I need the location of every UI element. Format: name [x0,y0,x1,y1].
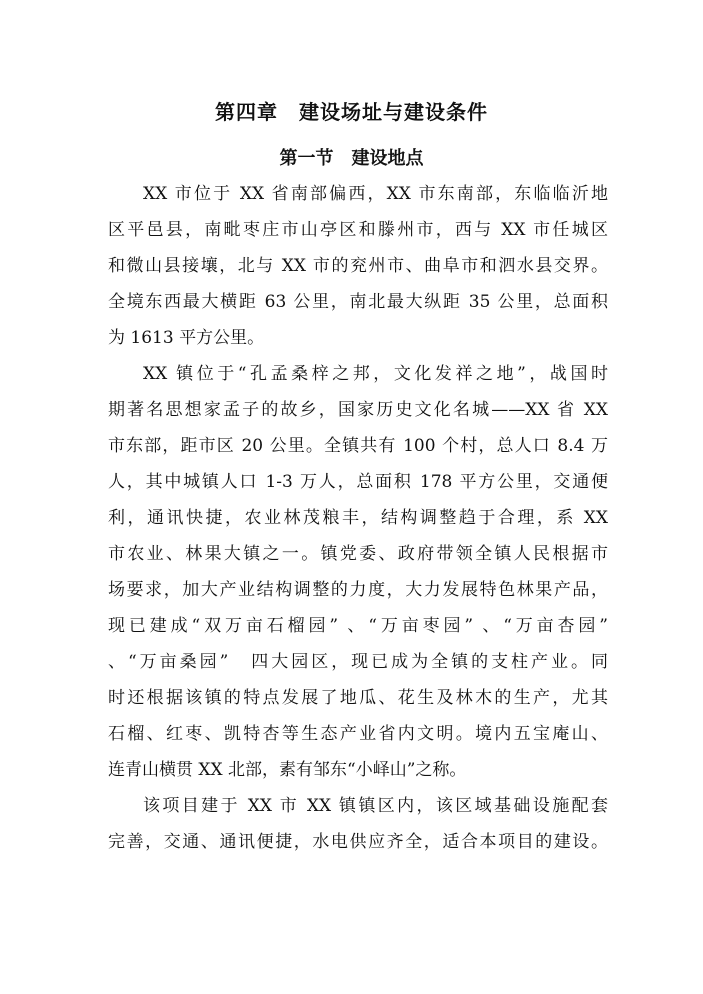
paragraph-2-line: 现已建成“双万亩石榴园” 、“万亩枣园” 、“万亩杏园” [108,616,608,636]
paragraph-2-line: 、“万亩桑园” 四大园区，现已成为全镇的支柱产业。同 [108,652,608,672]
paragraph-2-line: 时还根据该镇的特点发展了地瓜、花生及林木的生产，尤其 [108,688,608,708]
paragraph-1-line: XX 市位于 XX 省南部偏西，XX 市东南部，东临临沂地 [143,184,608,204]
paragraph-1-line: 全境东西最大横距 63 公里，南北最大纵距 35 公里，总面积 [108,292,608,312]
paragraph-2-line: 人，其中城镇人口 1-3 万人，总面积 178 平方公里，交通便 [108,472,608,492]
paragraph-1-line: 区平邑县，南毗枣庄市山亭区和滕州市，西与 XX 市任城区 [108,220,608,240]
paragraph-2-line: 期著名思想家孟子的故乡，国家历史文化名城——XX 省 XX [108,400,608,420]
paragraph-2-line: XX 镇位于“孔孟桑梓之邦，文化发祥之地”，战国时 [143,364,608,384]
paragraph-2-line: 连青山横贯 XX 北部，素有邹东“小峄山”之称。 [108,760,467,780]
paragraph-2-line: 石榴、红枣、凯特杏等生态产业省内文明。境内五宝庵山、 [108,724,608,744]
paragraph-1-line: 为 1613 平方公里。 [108,328,265,348]
paragraph-1-line: 和微山县接壤，北与 XX 市的兖州市、曲阜市和泗水县交界。 [108,256,608,276]
paragraph-3-line: 该项目建于 XX 市 XX 镇镇区内，该区域基础设施配套 [143,796,608,816]
paragraph-2-line: 市东部，距市区 20 公里。全镇共有 100 个村，总人口 8.4 万 [108,436,608,456]
paragraph-3-line: 完善，交通、通讯便捷，水电供应齐全，适合本项目的建设。 [108,832,608,852]
paragraph-2-line: 利，通讯快捷，农业林茂粮丰，结构调整趋于合理，系 XX [108,508,608,528]
paragraph-2-line: 场要求，加大产业结构调整的力度，大力发展特色林果产品， [108,580,608,600]
paragraph-2-line: 市农业、林果大镇之一。镇党委、政府带领全镇人民根据市 [108,544,608,564]
section-title: 第一节 建设地点 [279,148,424,169]
chapter-title: 第四章 建设场址与建设条件 [215,100,488,124]
